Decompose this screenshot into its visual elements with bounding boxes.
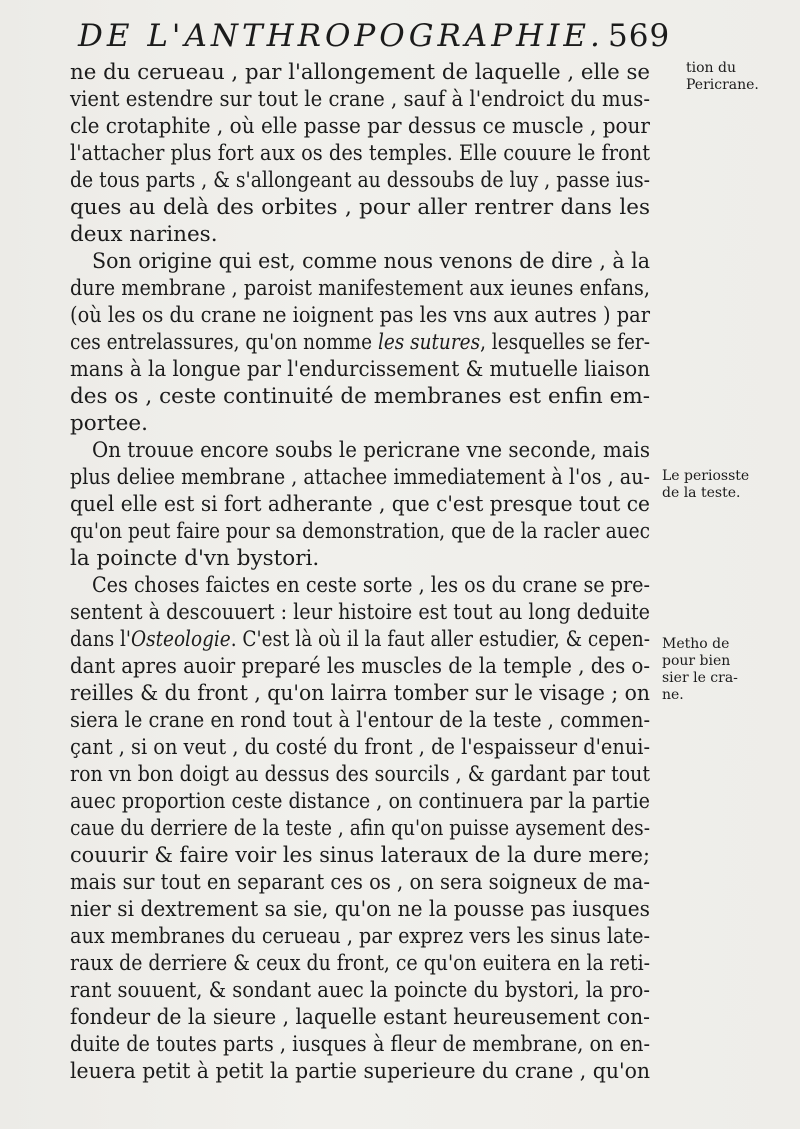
text-line bbox=[70, 143, 650, 165]
text-line bbox=[70, 521, 650, 543]
margin-note-line: de la teste. bbox=[662, 485, 741, 501]
text-line bbox=[70, 629, 650, 651]
italic-term: Osteologie bbox=[131, 627, 231, 652]
line-text: rant souuent, & sondant auec la poincte du bystori, la pro- bbox=[70, 978, 650, 1003]
line-text: auec proportion ceste distance , on continuera par la partie bbox=[70, 789, 650, 814]
margin-note-line: pour bien bbox=[662, 653, 731, 669]
margin-note bbox=[662, 636, 738, 704]
line-text: nier si dextrement sa sie, qu'on ne la pousse pas iusques bbox=[70, 897, 650, 922]
line-text: duite de toutes parts , iusques à fleur de membrane, on en- bbox=[70, 1032, 650, 1057]
text-line bbox=[70, 278, 650, 300]
text-line bbox=[70, 791, 650, 813]
line-text: caue du derriere de la teste , afin qu'on puisse aysement des- bbox=[70, 816, 650, 841]
line-text: dans l' bbox=[70, 627, 132, 652]
line-text: reilles & du front , qu'on lairra tomber sur le visage ; on bbox=[70, 681, 650, 706]
page-number: 569 bbox=[608, 18, 671, 54]
text-line bbox=[70, 899, 650, 921]
line-text: ces entrelassures, qu'on nomme bbox=[70, 330, 378, 355]
line-text: la poincte d'vn bystori. bbox=[70, 546, 320, 571]
text-line bbox=[70, 548, 319, 570]
text-line bbox=[70, 845, 650, 867]
text-line bbox=[70, 413, 148, 435]
text-line bbox=[70, 818, 650, 840]
text-line bbox=[70, 305, 650, 327]
text-line bbox=[70, 602, 650, 624]
text-line bbox=[70, 710, 650, 732]
line-text: cle crotaphite , où elle passe par dessus ce muscle , pour bbox=[70, 114, 650, 139]
running-title: DE L'ANTHROPOGRAPHIE. bbox=[78, 18, 604, 54]
line-text: fondeur de la sieure , laquelle estant heureusement con- bbox=[70, 1005, 650, 1030]
line-text: ne du cerueau , par l'allongement de laquelle , elle se bbox=[70, 60, 650, 85]
line-text: Son origine qui est, comme nous venons de dire , à la bbox=[92, 249, 650, 274]
text-line bbox=[70, 62, 650, 84]
text-line bbox=[70, 926, 650, 948]
italic-term: les sutures bbox=[377, 330, 481, 355]
text-line bbox=[70, 467, 650, 489]
line-text: mans à la longue par l'endurcissement & mutuelle liaison bbox=[70, 357, 650, 382]
line-text: mais sur tout en separant ces os , on sera soigneux de ma- bbox=[70, 870, 650, 895]
text-line bbox=[70, 1061, 650, 1083]
text-line bbox=[70, 656, 650, 678]
text-line bbox=[70, 224, 218, 246]
text-line bbox=[70, 980, 650, 1002]
line-text: deux narines. bbox=[70, 222, 218, 247]
text-line bbox=[70, 683, 650, 705]
text-line bbox=[70, 116, 650, 138]
margin-note-line: Le periosste bbox=[662, 468, 750, 484]
line-text: l'attacher plus fort aux os des temples. Elle couure le front bbox=[70, 141, 650, 166]
text-line bbox=[70, 764, 650, 786]
line-text: leuera petit à petit la partie superieure du crane , qu'on bbox=[70, 1059, 650, 1084]
line-text: , lesquelles se fer- bbox=[480, 330, 650, 355]
line-text: dant apres auoir preparé les muscles de la temple , des o- bbox=[70, 654, 650, 679]
line-text: ron vn bon doigt au dessus des sourcils , & gardant par tout bbox=[70, 762, 650, 787]
line-text: (où les os du crane ne ioignent pas les vns aux autres ) par bbox=[70, 303, 650, 328]
text-line bbox=[70, 197, 650, 219]
line-text: des os , ceste continuité de membranes est enfin em- bbox=[70, 384, 650, 409]
text-line bbox=[70, 1034, 650, 1056]
text-line bbox=[70, 953, 650, 975]
line-text: On trouue encore soubs le pericrane vne seconde, mais bbox=[92, 438, 650, 463]
margin-note-line: sier le cra- bbox=[662, 670, 738, 686]
text-line bbox=[92, 251, 650, 273]
line-text: quel elle est si fort adherante , que c'est presque tout ce bbox=[70, 492, 650, 517]
text-line bbox=[70, 872, 650, 894]
margin-note bbox=[686, 60, 759, 94]
running-header bbox=[78, 18, 678, 54]
text-line bbox=[70, 494, 650, 516]
line-text: de tous parts , & s'allongeant au dessoubs de luy , passe ius- bbox=[70, 168, 650, 193]
text-line bbox=[92, 575, 650, 597]
text-line bbox=[70, 1007, 650, 1029]
line-text: çant , si on veut , du costé du front , de l'espaisseur d'enui- bbox=[70, 735, 650, 760]
text-line bbox=[92, 440, 650, 462]
margin-note-line: Metho de bbox=[662, 636, 730, 652]
text-line bbox=[70, 89, 650, 111]
text-line bbox=[70, 332, 650, 354]
line-text: Ces choses faictes en ceste sorte , les os du crane se pre- bbox=[92, 573, 650, 598]
line-text: portee. bbox=[70, 411, 148, 436]
margin-note-line: ne. bbox=[662, 687, 684, 703]
margin-note bbox=[662, 468, 749, 502]
line-text: aux membranes du cerueau , par exprez vers les sinus late- bbox=[70, 924, 650, 949]
line-text: plus deliee membrane , attachee immediatement à l'os , au- bbox=[70, 465, 650, 490]
line-text: couurir & faire voir les sinus lateraux de la dure mere; bbox=[70, 843, 650, 868]
line-text: raux de derriere & ceux du front, ce qu'on euitera en la reti- bbox=[70, 951, 650, 976]
margin-note-line: Pericrane. bbox=[686, 77, 759, 93]
line-text: siera le crane en rond tout à l'entour de la teste , commen- bbox=[70, 708, 650, 733]
text-line bbox=[70, 386, 650, 408]
text-line bbox=[70, 359, 650, 381]
text-line bbox=[70, 170, 650, 192]
line-text: qu'on peut faire pour sa demonstration, que de la racler auec bbox=[70, 519, 650, 544]
line-text: ques au delà des orbites , pour aller rentrer dans les bbox=[70, 195, 650, 220]
line-text: dure membrane , paroist manifestement aux ieunes enfans, bbox=[70, 276, 650, 301]
line-text: . C'est là où il la faut aller estudier, & cepen- bbox=[230, 627, 650, 652]
line-text: sentent à descouuert : leur histoire est tout au long deduite bbox=[70, 600, 650, 625]
line-text: vient estendre sur tout le crane , sauf à l'endroict du mus- bbox=[70, 87, 650, 112]
text-line bbox=[70, 737, 650, 759]
margin-note-line: tion du bbox=[686, 60, 736, 76]
